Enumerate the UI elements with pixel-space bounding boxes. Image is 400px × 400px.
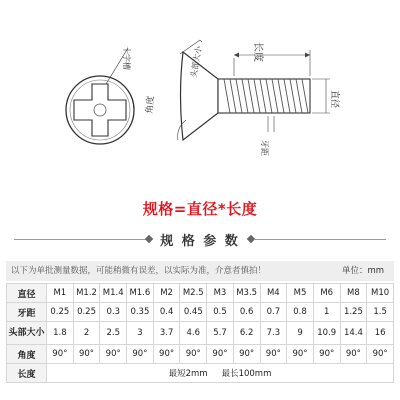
label-slot: 十字槽	[122, 46, 131, 70]
table-cell: 0.8	[287, 303, 314, 322]
table-cell: 6.2	[233, 322, 260, 345]
table-cell: M3.5	[233, 284, 260, 303]
table-cell: 90°	[260, 345, 287, 364]
table-cell: 2.5	[100, 322, 127, 345]
table-cell: M5	[287, 284, 314, 303]
table-cell: 0.45	[180, 303, 207, 322]
table-cell: M8	[340, 284, 367, 303]
table-cell: 90°	[340, 345, 367, 364]
table-cell: 14.4	[340, 322, 367, 345]
table-cell: M4	[260, 284, 287, 303]
table-cell: 1.5	[367, 303, 394, 322]
table-cell: 5.7	[207, 322, 234, 345]
table-cell: M1	[47, 284, 74, 303]
table-cell: M3	[207, 284, 234, 303]
table-cell: M10	[367, 284, 394, 303]
table-cell: 9	[287, 322, 314, 345]
table-cell: M1.4	[100, 284, 127, 303]
spec-table	[6, 283, 394, 383]
table-row	[7, 303, 394, 322]
label-angle: 角度	[145, 95, 157, 115]
table-cell: 90°	[367, 345, 394, 364]
length-max: 最长100mm	[221, 369, 272, 379]
divider-right	[254, 239, 386, 240]
table-cell: 1.25	[340, 303, 367, 322]
table-cell: 0.25	[47, 303, 74, 322]
row-header: 角度	[7, 345, 47, 364]
table-cell: 1.8	[47, 322, 74, 345]
label-diameter: 直径	[329, 90, 339, 109]
section-title: 规 格 参 数	[160, 234, 240, 249]
table-cell: 90°	[207, 345, 234, 364]
table-cell: 10.9	[313, 322, 340, 345]
table-cell: 90°	[313, 345, 340, 364]
table-cell: 4.6	[180, 322, 207, 345]
screw-diagram	[0, 0, 400, 190]
notice-text: 以下为单批测量数据，可能稍微有误差，以实际为准，介意者慎拍！	[11, 266, 267, 276]
table-cell: 90°	[47, 345, 74, 364]
table-cell: M1.6	[127, 284, 154, 303]
table-row	[7, 364, 394, 383]
table-cell: M2	[153, 284, 180, 303]
row-header: 头部大小	[7, 322, 47, 345]
table-cell: 0.5	[207, 303, 234, 322]
table-cell: 90°	[153, 345, 180, 364]
row-header: 长度	[7, 364, 47, 383]
table-cell: 1	[313, 303, 340, 322]
section-header	[0, 228, 400, 250]
label-head-size: 头部大小	[189, 45, 204, 79]
row-header: 直径	[7, 284, 47, 303]
table-cell: 90°	[180, 345, 207, 364]
label-pitch: 牙距	[260, 140, 269, 156]
notice-bar	[6, 261, 394, 281]
table-cell: 0.7	[260, 303, 287, 322]
table-row	[7, 284, 394, 303]
table-cell: 90°	[233, 345, 260, 364]
table-cell: 3.7	[153, 322, 180, 345]
table-cell: M6	[313, 284, 340, 303]
length-min: 最短2mm	[168, 369, 208, 379]
table-cell: 0.6	[233, 303, 260, 322]
table-cell: 0.4	[153, 303, 180, 322]
table-cell: 2	[73, 322, 100, 345]
table-row	[7, 322, 394, 345]
spec-formula: 规格=直径*长度	[142, 200, 258, 218]
length-range-cell	[47, 364, 394, 383]
table-cell: 90°	[127, 345, 154, 364]
table-cell: 0.3	[100, 303, 127, 322]
label-length: 长度	[252, 42, 263, 62]
unit-label: 单位：mm	[341, 266, 384, 276]
row-header: 牙距	[7, 303, 47, 322]
table-cell: 90°	[73, 345, 100, 364]
table-cell: M2.5	[180, 284, 207, 303]
table-cell: 7.3	[260, 322, 287, 345]
table-cell: 16	[367, 322, 394, 345]
table-cell: 90°	[100, 345, 127, 364]
table-cell: M1.2	[73, 284, 100, 303]
table-cell: 0.25	[73, 303, 100, 322]
table-row	[7, 345, 394, 364]
table-cell: 3	[127, 322, 154, 345]
table-cell: 90°	[287, 345, 314, 364]
table-cell: 0.35	[127, 303, 154, 322]
